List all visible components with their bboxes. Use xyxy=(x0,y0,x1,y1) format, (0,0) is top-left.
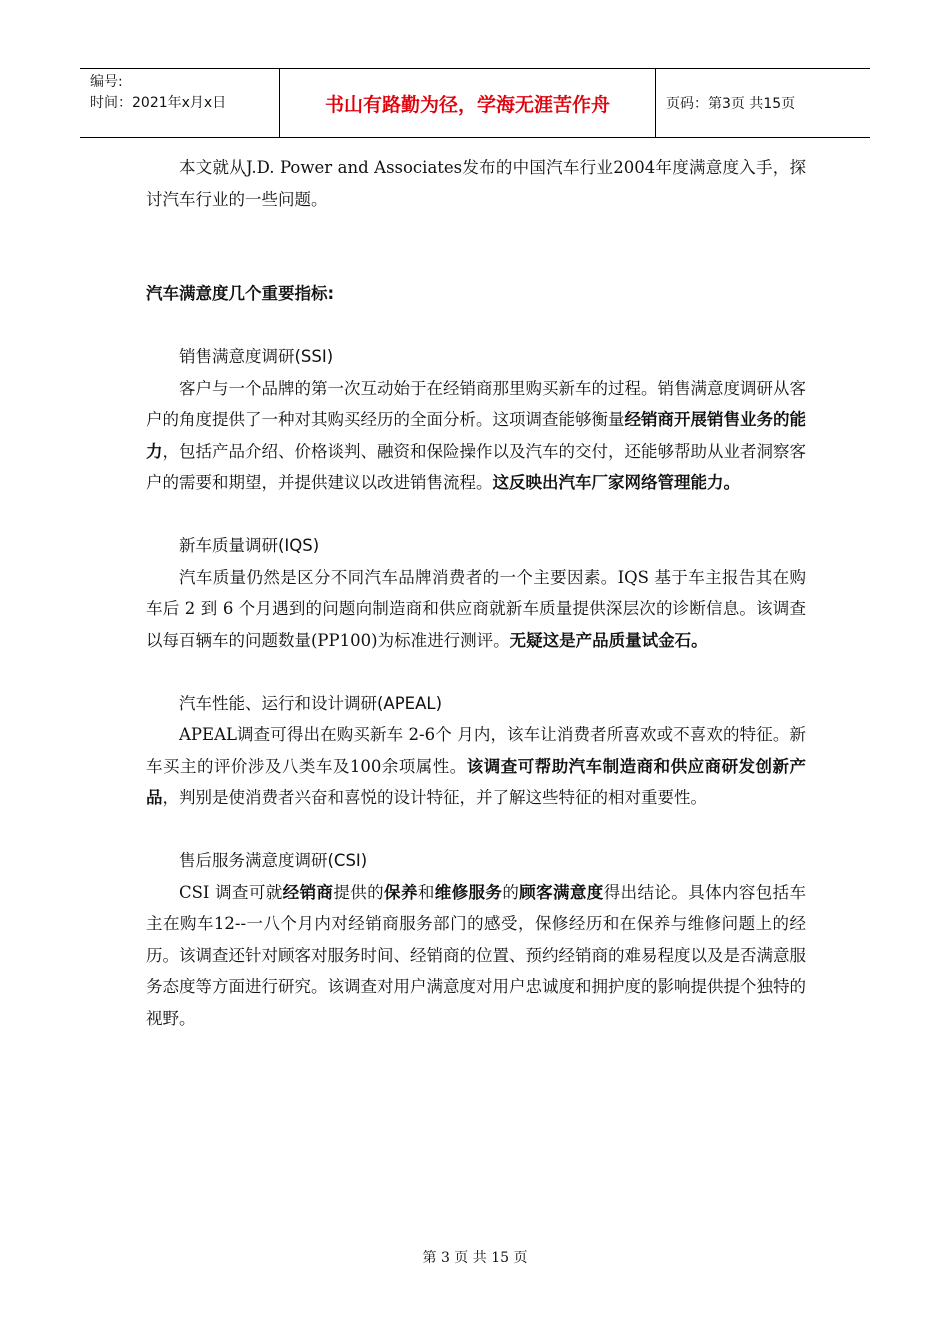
header-meta xyxy=(80,69,280,137)
body-text: 提供的 xyxy=(333,882,385,902)
body-text: 得出结论。具体内容包括车主在购车12--一八个月内对经销商服务部门的感受，保修经历和在保养与维修问题上的经历。该调查还针对顾客对服务时间、经销商的位置、预约经销商的难易程度以及是否满意服务态度等方面进行研究。该调查对用户满意度对用户忠诚度和拥护度的影响提供提个独特的视野。 xyxy=(146,882,807,1028)
document-number-label: 编号: xyxy=(90,74,123,90)
page-footer: 第 3 页 共 15 页 xyxy=(422,1250,528,1266)
body-text: ，判别是使消费者兴奋和喜悦的设计特征，并了解这些特征的相对重要性。 xyxy=(162,788,707,807)
page-header xyxy=(80,68,870,138)
subsection-paragraph xyxy=(146,562,806,657)
subsection-title: 销售满意度调研(SSI) xyxy=(179,347,334,366)
emphasis-text: 该调查可帮助汽车制造商和供应商研发创新产品 xyxy=(146,756,807,807)
header-motto: 书山有路勤为径，学海无涯苦作舟 xyxy=(280,69,656,137)
document-body xyxy=(146,152,806,1034)
body-text: APEAL调查可得出在购买新车 2-6个 月内，该车让消费者所喜欢或不喜欢的特征。新车买主的评价涉及八类车及100余项属性。 xyxy=(146,725,806,776)
subsection-title: 汽车性能、运行和设计调研(APEAL) xyxy=(179,693,443,713)
emphasis-text: 经销商 xyxy=(282,882,334,902)
body-text: 和 xyxy=(417,882,435,902)
body-text: CSI 调查可就 xyxy=(179,882,283,902)
sections-container xyxy=(146,341,806,1034)
subsection-paragraph xyxy=(146,719,806,814)
body-text: 客户与一个品牌的第一次互动始于在经销商那里购买新车的过程。销售满意度调研从客户的角度提供了一种对其购买经历的全面分析。这项调查能够衡量 xyxy=(146,378,806,429)
subsection-paragraph xyxy=(146,373,806,499)
emphasis-text: 这反映出汽车厂家网络管理能力。 xyxy=(492,473,740,492)
section-heading: 汽车满意度几个重要指标: xyxy=(146,284,335,303)
document-date: 时间：2021年x月x日 xyxy=(90,95,227,111)
body-text: ，包括产品介绍、价格谈判、融资和保险操作以及汽车的交付，还能够帮助从业者洞察客户的需要和期望，并提供建议以改进销售流程。 xyxy=(146,441,806,492)
emphasis-text: 保养 xyxy=(384,882,418,902)
emphasis-text: 经销商开展销售业务的能力 xyxy=(146,410,806,461)
emphasis-text: 无疑这是产品质量试金石。 xyxy=(509,630,708,650)
subsection-title: 新车质量调研(IQS) xyxy=(179,536,320,555)
emphasis-text: 维修服务 xyxy=(434,882,503,902)
subsection-title: 售后服务满意度调研(CSI) xyxy=(179,851,368,870)
body-text: 汽车质量仍然是区分不同汽车品牌消费者的一个主要因素。IQS 基于车主报告其在购车后 2 到 6 个月遇到的问题向制造商和供应商就新车质量提供深层次的诊断信息。该调查以每百辆车的问题数量(PP100)为标准进行测评。 xyxy=(146,567,806,650)
intro-paragraph: 本文就从J.D. Power and Associates发布的中国汽车行业2004年度满意度入手，探讨汽车行业的一些问题。 xyxy=(146,158,806,209)
header-page-number: 页码：第3页 共15页 xyxy=(666,96,796,112)
subsection-paragraph xyxy=(146,877,806,1035)
emphasis-text: 顾客满意度 xyxy=(519,882,604,902)
body-text: 的 xyxy=(502,882,520,902)
